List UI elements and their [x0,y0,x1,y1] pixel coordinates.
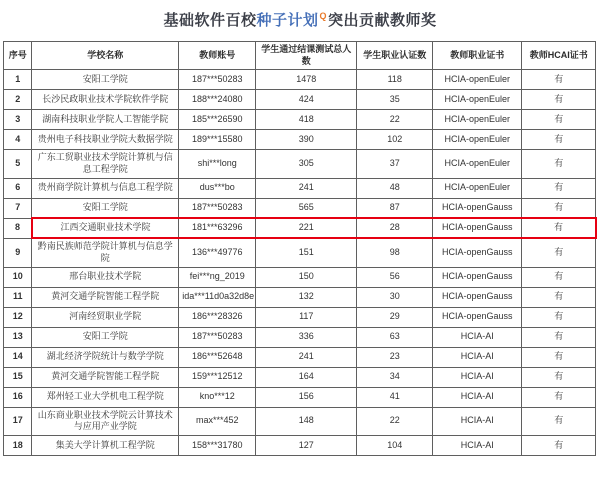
student-certifications: 98 [357,238,433,267]
teacher-account: max***452 [179,407,256,435]
students-passed: 117 [256,307,357,327]
students-passed: 151 [256,238,357,267]
teacher-certificate: HCIA-openGauss [433,307,522,327]
row-number: 18 [4,436,32,456]
row-number: 10 [4,267,32,287]
students-passed: 132 [256,287,357,307]
row-number: 6 [4,178,32,198]
school-name: 安阳工学院 [32,198,179,218]
table-body [4,70,596,456]
row-number: 13 [4,327,32,347]
students-passed: 565 [256,198,357,218]
column-header: 序号 [4,42,32,70]
teacher-account: 187***50283 [179,327,256,347]
table-row [4,436,596,456]
table-row [4,387,596,407]
teacher-certificate: HCIA-openEuler [433,70,522,90]
school-name: 邢台职业技术学院 [32,267,179,287]
teacher-certificate: HCIA-AI [433,347,522,367]
table-row [4,287,596,307]
students-passed: 127 [256,436,357,456]
table-row [4,150,596,178]
table-row [4,130,596,150]
students-passed: 390 [256,130,357,150]
column-header: 学生通过结课测试总人数 [256,42,357,70]
teacher-certificate: HCIA-openGauss [433,198,522,218]
teacher-hcai-certificate: 有 [522,90,596,110]
student-certifications: 23 [357,347,433,367]
teacher-account: 188***24080 [179,90,256,110]
row-number: 14 [4,347,32,367]
teacher-certificate: HCIA-openGauss [433,287,522,307]
teacher-hcai-certificate: 有 [522,287,596,307]
teacher-account: 187***50283 [179,70,256,90]
students-passed: 1478 [256,70,357,90]
teacher-hcai-certificate: 有 [522,367,596,387]
teacher-hcai-certificate: 有 [522,110,596,130]
student-certifications: 22 [357,407,433,435]
teacher-certificate: HCIA-openEuler [433,178,522,198]
column-header: 学生职业认证数 [357,42,433,70]
column-header: 学校名称 [32,42,179,70]
students-passed: 424 [256,90,357,110]
row-number: 1 [4,70,32,90]
school-name: 贵州电子科技职业学院大数据学院 [32,130,179,150]
table-header [4,42,596,70]
table-row [4,198,596,218]
teacher-account: 185***26590 [179,110,256,130]
teacher-hcai-certificate: 有 [522,436,596,456]
students-passed: 150 [256,267,357,287]
teacher-account: 136***49776 [179,238,256,267]
students-passed: 164 [256,367,357,387]
table-row [4,407,596,435]
teacher-certificate: HCIA-openEuler [433,150,522,178]
students-passed: 241 [256,347,357,367]
table-row [4,238,596,267]
teacher-certificate: HCIA-openEuler [433,110,522,130]
students-passed: 241 [256,178,357,198]
teacher-hcai-certificate: 有 [522,327,596,347]
title-prefix: 基础软件百校 [163,12,257,29]
awards-table [3,41,597,456]
teacher-account: 186***28326 [179,307,256,327]
table-row [4,267,596,287]
column-header: 教师HCAI证书 [522,42,596,70]
student-certifications: 48 [357,178,433,198]
student-certifications: 35 [357,90,433,110]
page-title [0,9,600,30]
students-passed: 148 [256,407,357,435]
student-certifications: 56 [357,267,433,287]
teacher-hcai-certificate: 有 [522,70,596,90]
table-row [4,367,596,387]
teacher-account: 186***52648 [179,347,256,367]
teacher-account: 189***15580 [179,130,256,150]
teacher-certificate: HCIA-AI [433,387,522,407]
school-name: 广东工贸职业技术学院计算机与信息工程学院 [32,150,179,178]
teacher-account-highlighted: 181***63296 [179,218,256,238]
teacher-hcai-certificate: 有 [522,238,596,267]
student-certifications: 118 [357,70,433,90]
school-name: 贵州商学院计算机与信息工程学院 [32,178,179,198]
student-certifications: 22 [357,110,433,130]
school-name: 湖南科技职业学院人工智能学院 [32,110,179,130]
teacher-certificate: HCIA-AI [433,367,522,387]
teacher-certificate: HCIA-AI [433,407,522,435]
row-number: 7 [4,198,32,218]
teacher-certificate: HCIA-AI [433,436,522,456]
table-row [4,347,596,367]
row-number: 17 [4,407,32,435]
teacher-certificate: HCIA-openEuler [433,90,522,110]
column-header: 教师职业证书 [433,42,522,70]
school-name: 安阳工学院 [32,327,179,347]
student-certifications: 37 [357,150,433,178]
row-number: 15 [4,367,32,387]
students-passed: 336 [256,327,357,347]
teacher-hcai-certificate: 有 [522,178,596,198]
teacher-hcai-certificate: 有 [522,198,596,218]
school-name: 黄河交通学院智能工程学院 [32,287,179,307]
teacher-hcai-certificate: 有 [522,347,596,367]
teacher-hcai-certificate-highlighted: 有 [522,218,596,238]
student-certifications: 63 [357,327,433,347]
row-number: 5 [4,150,32,178]
table-row [4,307,596,327]
school-name: 湖北经济学院统计与数学学院 [32,347,179,367]
school-name: 集美大学计算机工程学院 [32,436,179,456]
student-certifications: 104 [357,436,433,456]
teacher-account: shi***long [179,150,256,178]
student-certifications: 102 [357,130,433,150]
title-superscript-icon: Q [319,11,328,21]
teacher-certificate: HCIA-openEuler [433,130,522,150]
students-passed: 305 [256,150,357,178]
row-number: 3 [4,110,32,130]
student-certifications-highlighted: 28 [357,218,433,238]
column-header: 教师账号 [179,42,256,70]
table-row [4,70,596,90]
teacher-account: kno***12 [179,387,256,407]
table-row [4,90,596,110]
teacher-hcai-certificate: 有 [522,267,596,287]
row-number: 2 [4,90,32,110]
teacher-hcai-certificate: 有 [522,407,596,435]
school-name: 黄河交通学院智能工程学院 [32,367,179,387]
school-name: 山东商业职业技术学院云计算技术与应用产业学院 [32,407,179,435]
teacher-account: fei***ng_2019 [179,267,256,287]
school-name: 长沙民政职业技术学院软件学院 [32,90,179,110]
teacher-account: dus***bo [179,178,256,198]
table-row-highlighted [4,218,596,238]
teacher-certificate-highlighted: HCIA-openGauss [433,218,522,238]
title-highlight: 种子计划 [256,12,319,29]
teacher-certificate: HCIA-openGauss [433,238,522,267]
teacher-hcai-certificate: 有 [522,130,596,150]
teacher-certificate: HCIA-AI [433,327,522,347]
student-certifications: 29 [357,307,433,327]
row-number: 9 [4,238,32,267]
header-row [4,42,596,70]
row-number: 4 [4,130,32,150]
teacher-account: 187***50283 [179,198,256,218]
student-certifications: 41 [357,387,433,407]
row-number: 8 [4,218,32,238]
students-passed-highlighted: 221 [256,218,357,238]
teacher-hcai-certificate: 有 [522,307,596,327]
teacher-hcai-certificate: 有 [522,387,596,407]
school-name: 安阳工学院 [32,70,179,90]
school-name: 郑州轻工业大学机电工程学院 [32,387,179,407]
school-name: 黔南民族师范学院计算机与信息学院 [32,238,179,267]
student-certifications: 87 [357,198,433,218]
row-number: 12 [4,307,32,327]
teacher-account: ida***11d0a32d8e [179,287,256,307]
row-number: 16 [4,387,32,407]
school-name: 河南经贸职业学院 [32,307,179,327]
title-suffix: 突出贡献教师奖 [328,12,437,29]
table-row [4,178,596,198]
school-name-highlighted: 江西交通职业技术学院 [32,218,179,238]
student-certifications: 30 [357,287,433,307]
table-row [4,110,596,130]
row-number: 11 [4,287,32,307]
teacher-account: 158***31780 [179,436,256,456]
students-passed: 156 [256,387,357,407]
teacher-certificate: HCIA-openGauss [433,267,522,287]
students-passed: 418 [256,110,357,130]
teacher-account: 159***12512 [179,367,256,387]
student-certifications: 34 [357,367,433,387]
table-row [4,327,596,347]
teacher-hcai-certificate: 有 [522,150,596,178]
